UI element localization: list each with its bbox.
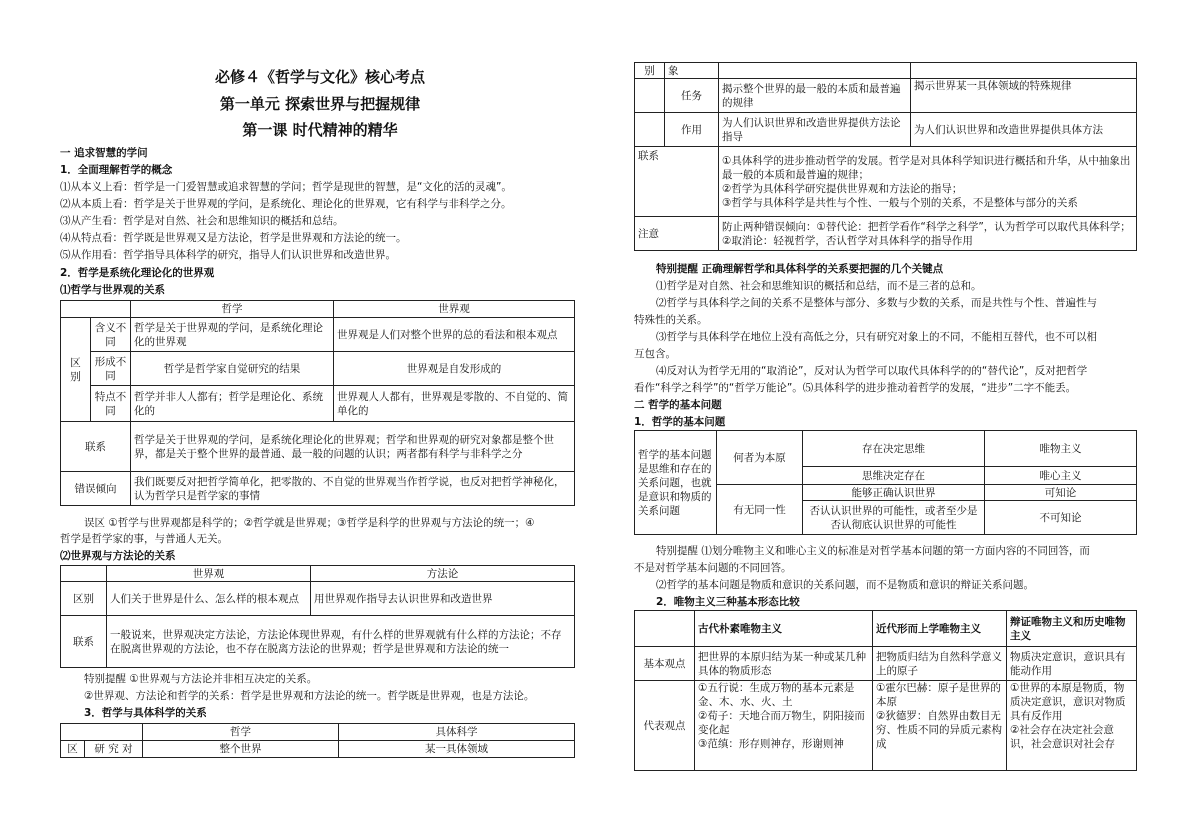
row-header: 代表观点 xyxy=(635,681,695,771)
row-header: 哲学的基本问题是思维和存在的关系问题，也就是意识和物质的关系问题 xyxy=(635,431,717,535)
table-cell: 整个世界 xyxy=(143,741,339,758)
table-cell: 唯心主义 xyxy=(985,467,1137,485)
column-header: 世界观 xyxy=(334,301,575,318)
table-cell: 为人们认识世界和改造世界提供具体方法 xyxy=(911,113,1137,147)
text-line: ⑷反对认为哲学无用的“取消论”，反对认为哲学可以取代具体科学的的“替代论”，反对把哲学 xyxy=(656,365,1088,377)
row-header: 任务 xyxy=(665,79,719,113)
philosophy-science-table-continued xyxy=(634,62,1137,251)
table-cell: 防止两种错误倾向：①替代论：把哲学看作“科学之科学”，认为哲学可以取代具体科学；②取消论：轻视哲学，否认哲学对具体科学的指导作用 xyxy=(719,217,1137,251)
column-header: 哲学 xyxy=(131,301,334,318)
text-line: ⑶哲学与具体科学在地位上没有高低之分，只有研究对象上的不同，不能相互替代，也不可以相 xyxy=(656,331,1097,343)
row-header: 别 xyxy=(635,63,665,79)
subsection-heading: ⑴哲学与世界观的关系 xyxy=(60,284,165,296)
row-header: 区别 xyxy=(61,318,91,422)
table-cell: 世界观是人们对整个世界的总的看法和根本观点 xyxy=(334,318,575,352)
row-header: 区别 xyxy=(61,582,107,616)
table-cell: 世界观是自发形成的 xyxy=(334,352,575,386)
text-line: 互包含。 xyxy=(634,348,676,360)
table-cell xyxy=(695,681,873,771)
subsection-heading: 1．全面理解哲学的概念 xyxy=(60,164,173,176)
column-header: 古代朴素唯物主义 xyxy=(695,611,873,647)
document-title: 必修４《哲学与文化》核心考点 xyxy=(214,68,425,86)
text-line: ⑵从本质上看：哲学是关于世界观的学问，是系统化、理论化的世界观，它有科学与非科学之分。 xyxy=(60,198,512,210)
table-cell: 物质决定意识，意识具有能动作用 xyxy=(1007,647,1137,681)
table-cell xyxy=(1007,681,1137,771)
table-cell: 为人们认识世界和改造世界提供方法论指导 xyxy=(719,113,911,147)
text-line: 特别提醒 ⑴划分唯物主义和唯心主义的标准是对哲学基本问题的第一方面内容的不同回答，而 xyxy=(656,545,1090,557)
text-line: ⑵哲学的基本问题是物质和意识的关系问题，而不是物质和意识的辩证关系问题。 xyxy=(656,579,1034,591)
table-cell: 可知论 xyxy=(985,485,1137,501)
row-header: 基本观点 xyxy=(635,647,695,681)
row-header: 研 究 对 xyxy=(85,741,143,758)
text-line: ⑵哲学与具体科学之间的关系不是整体与部分、多数与少数的关系，而是共性与个性、普遍性与 xyxy=(656,297,1097,309)
subsection-heading: 2．哲学是系统化理论化的世界观 xyxy=(60,267,215,279)
column-header: 世界观 xyxy=(107,566,311,582)
row-header: 特点不同 xyxy=(91,386,131,422)
subsection-heading: 1．哲学的基本问题 xyxy=(634,416,726,428)
table-cell: 揭示世界某一具体领域的特殊规律 xyxy=(911,79,1137,113)
list-item: ②哲学为具体科学研究提供世界观和方法论的指导； xyxy=(722,182,963,195)
text-line: ⑸从作用看：哲学指导具体科学的研究，指导人们认识世界和改造世界。 xyxy=(60,249,396,261)
subsection-heading: 3．哲学与具体科学的关系 xyxy=(84,707,207,719)
column-header: 辩证唯物主义和历史唯物主义 xyxy=(1007,611,1137,647)
table-cell xyxy=(719,147,1137,217)
table-cell: 把世界的本原归结为某一种或某几种具体的物质形态 xyxy=(695,647,873,681)
row-header: 有无同一性 xyxy=(717,485,803,535)
unit-title: 第一单元 探索世界与把握规律 xyxy=(219,95,421,113)
column-header: 具体科学 xyxy=(339,724,575,741)
note-heading: 特别提醒 正确理解哲学和具体科学的关系要把握的几个关键点 xyxy=(656,263,944,275)
philosophy-worldview-table xyxy=(60,300,575,506)
list-item: ①具体科学的进步推动哲学的发展。哲学是对具体科学知识进行概括和升华，从中抽象出最一般的本质和最普遍的规律； xyxy=(722,154,1131,181)
subsection-heading: ⑵世界观与方法论的关系 xyxy=(60,550,176,562)
row-header: 含义不同 xyxy=(91,318,131,352)
section-heading: 二 哲学的基本问题 xyxy=(634,399,722,411)
table-cell: 能够正确认识世界 xyxy=(803,485,985,501)
text-line: 特别提醒 ①世界观与方法论并非相互决定的关系。 xyxy=(84,673,318,685)
list-item: ③哲学与具体科学是共性与个性、一般与个别的关系，不是整体与部分的关系 xyxy=(722,196,1078,209)
text-line: ⑴哲学是对自然、社会和思维知识的概括和总结，而不是三者的总和。 xyxy=(656,280,982,292)
row-header: 象 xyxy=(665,63,719,79)
table-cell: 用世界观作指导去认识世界和改造世界 xyxy=(311,582,575,616)
table-cell: 我们既要反对把哲学简单化，把零散的、不自觉的世界观当作哲学说，也反对把哲学神秘化，认为哲学只是哲学家的事情 xyxy=(131,472,575,506)
text-line: ⑴从本义上看：哲学是一门爱智慧或追求智慧的学问；哲学是现世的智慧，是“文化的活的灵魂”。 xyxy=(60,181,512,193)
philosophy-science-table xyxy=(60,723,575,758)
text-line: 看作“科学之科学”的“哲学万能论”。⑸具体科学的进步推动着哲学的发展，“进步”二字不能丢。 xyxy=(634,382,1077,394)
left-column xyxy=(60,0,580,831)
table-cell: 哲学是关于世界观的学问，是系统化理论化的世界观；哲学和世界观的研究对象都是整个世界，都是关于整个世界的最普通、最一般的问题的认识；两者都有科学与非科学之分 xyxy=(131,422,575,472)
table-cell: 某一具体领域 xyxy=(339,741,575,758)
table-cell: 揭示整个世界的最一般的本质和最普遍的规律 xyxy=(719,79,911,113)
right-column xyxy=(634,0,1140,831)
table-cell: 把物质归结为自然科学意义上的原子 xyxy=(873,647,1007,681)
subsection-heading: 2．唯物主义三种基本形态比较 xyxy=(656,596,800,608)
table-cell: 哲学并非人人都有；哲学是理论化、系统化的 xyxy=(131,386,334,422)
row-header: 何者为本原 xyxy=(717,431,803,485)
row-header: 联系 xyxy=(61,422,131,472)
row-header: 作用 xyxy=(665,113,719,147)
table-cell: 一般说来，世界观决定方法论，方法论体现世界观，有什么样的世界观就有什么样的方法论；不存在脱离世界观的方法论，也不存在脱离方法论的世界观；哲学是世界观和方法论的统一 xyxy=(107,616,575,668)
text-line: ⑶从产生看：哲学是对自然、社会和思维知识的概括和总结。 xyxy=(60,215,344,227)
list-item: ①五行说：生成万物的基本元素是金、木、水、火、土 xyxy=(698,682,855,708)
table-cell: 思维决定存在 xyxy=(803,467,985,485)
row-header: 联系 xyxy=(61,616,107,668)
table-cell: 世界观人人都有，世界观是零散的、不自觉的、简单化的 xyxy=(334,386,575,422)
row-header: 形成不同 xyxy=(91,352,131,386)
column-header: 方法论 xyxy=(311,566,575,582)
list-item: ②社会存在决定社会意识，社会意识对社会存 xyxy=(1010,724,1115,750)
row-header: 错误倾向 xyxy=(61,472,131,506)
table-cell: 存在决定思维 xyxy=(803,431,985,467)
table-cell: 不可知论 xyxy=(985,501,1137,535)
table-cell: 否认认识世界的可能性，或者至少是否认彻底认识世界的可能性 xyxy=(803,501,985,535)
list-item: ①世界的本原是物质，物质决定意识，意识对物质具有反作用 xyxy=(1010,682,1126,722)
table-cell: 哲学是关于世界观的学问，是系统化理论化的世界观 xyxy=(131,318,334,352)
row-header: 联系 xyxy=(635,147,719,217)
list-item: ①霍尔巴赫：原子是世界的本原 xyxy=(876,682,1001,708)
materialism-forms-table xyxy=(634,610,1137,771)
column-header: 哲学 xyxy=(143,724,339,741)
row-header: 区 xyxy=(61,741,85,758)
section-heading: 一 追求智慧的学问 xyxy=(60,147,148,159)
text-line: 不是对哲学基本问题的不同回答。 xyxy=(634,562,792,574)
text-line: 误区 ①哲学与世界观都是科学的；②哲学就是世界观；③哲学是科学的世界观与方法论的统一；④ xyxy=(84,517,535,529)
list-item: ②狄德罗：自然界由数目无穷、性质不同的异质元素构成 xyxy=(876,710,1002,750)
table-cell: 唯物主义 xyxy=(985,431,1137,467)
text-line: ②世界观、方法论和哲学的关系：哲学是世界观和方法论的统一。哲学既是世界观，也是方法论。 xyxy=(84,690,535,702)
table-cell: 哲学是哲学家自觉研究的结果 xyxy=(131,352,334,386)
row-header: 注意 xyxy=(635,217,719,251)
list-item: ③范缜：形存则神存，形谢则神 xyxy=(698,738,844,750)
text-line: 特殊性的关系。 xyxy=(634,314,708,326)
text-line: ⑷从特点看：哲学既是世界观又是方法论，哲学是世界观和方法论的统一。 xyxy=(60,232,407,244)
lesson-title: 第一课 时代精神的精华 xyxy=(242,121,398,139)
list-item: ②荀子：天地合而万物生，阴阳接而变化起 xyxy=(698,710,865,736)
worldview-methodology-table xyxy=(60,565,575,668)
basic-question-table xyxy=(634,430,1137,535)
table-cell xyxy=(873,681,1007,771)
table-cell: 人们关于世界是什么、怎么样的根本观点 xyxy=(107,582,311,616)
column-header: 近代形而上学唯物主义 xyxy=(873,611,1007,647)
text-line: 哲学是哲学家的事，与普通人无关。 xyxy=(60,533,228,545)
